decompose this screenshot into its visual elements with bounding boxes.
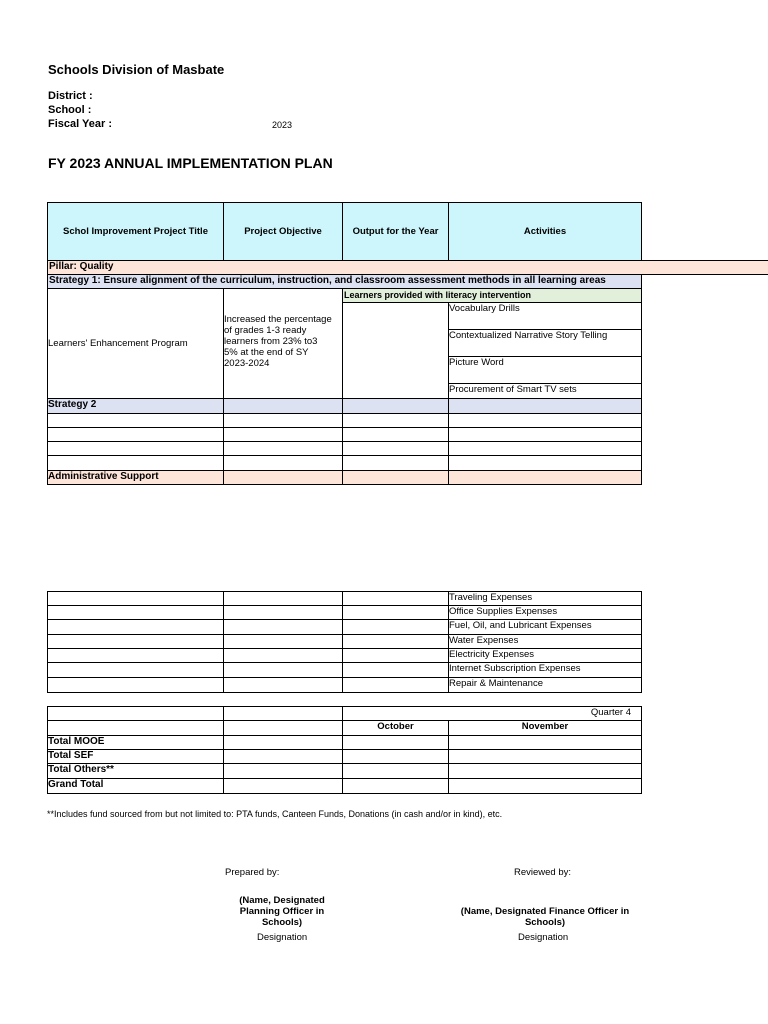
totals-cell — [342, 763, 449, 779]
objective-line: learners from 23% to3 — [224, 336, 318, 347]
project-title-cell — [47, 288, 224, 399]
admin-cell — [448, 470, 642, 485]
blank-cell — [223, 427, 343, 442]
expense-blank — [47, 648, 224, 663]
expense-label: Repair & Maintenance — [449, 678, 543, 689]
expense-blank — [47, 677, 224, 693]
blank-cell — [223, 413, 343, 428]
admin-cell — [342, 470, 449, 485]
strategy-1-row: Strategy 1: Ensure alignment of the curriculum, instruction, and classroom assessment methods in all learning areas — [47, 274, 642, 289]
totals-cell — [342, 735, 449, 750]
strategy-2-cell — [448, 398, 642, 414]
prepared-name-line: Planning Officer in — [239, 906, 325, 917]
totals-cell — [223, 735, 343, 750]
totals-cell — [448, 763, 642, 779]
objective-cell — [223, 288, 343, 399]
totals-cell — [448, 735, 642, 750]
division-title: Schools Division of Masbate — [48, 62, 225, 77]
col-header-project-title: Schol Improvement Project Title — [47, 202, 224, 261]
objective-line: 5% at the end of SY — [224, 347, 309, 358]
expense-blank — [223, 619, 343, 635]
expense-blank — [223, 634, 343, 649]
blank-cell — [342, 441, 449, 456]
output-band: Learners provided with literacy intervention — [342, 288, 642, 303]
blank-cell — [342, 413, 449, 428]
totals-cell — [342, 778, 449, 794]
expense-blank — [342, 619, 449, 635]
totals-cell — [223, 778, 343, 794]
expense-blank — [223, 662, 343, 678]
expense-item — [448, 619, 642, 635]
blank-cell — [448, 427, 642, 442]
expense-blank — [342, 662, 449, 678]
objective-line: Increased the percentage — [224, 314, 332, 325]
totals-cell — [223, 763, 343, 779]
totals-cell — [448, 778, 642, 794]
quarter-header: Quarter 4 — [342, 706, 642, 721]
blank-cell — [448, 455, 642, 471]
total-mooe-label: Total MOOE — [47, 735, 224, 750]
expense-blank — [47, 605, 224, 620]
footnote: **Includes fund sourced from but not limited to: PTA funds, Canteen Funds, Donations (in cash and/or in kind), etc. — [47, 809, 503, 819]
month-october: October — [342, 720, 449, 736]
expense-label: Water Expenses — [449, 635, 519, 646]
blank-cell — [47, 455, 224, 471]
totals-blank — [223, 720, 343, 736]
col-header-activities: Activities — [448, 202, 642, 261]
activity-cell — [448, 383, 642, 399]
expense-blank — [47, 634, 224, 649]
expense-blank — [342, 634, 449, 649]
project-title: Learners' Enhancement Program — [48, 338, 188, 349]
prepared-by-name — [222, 895, 342, 928]
total-others-label: Total Others** — [47, 763, 224, 779]
reviewed-name-line: (Name, Designated Finance Officer in — [460, 906, 630, 917]
totals-cell — [342, 749, 449, 764]
blank-cell — [47, 427, 224, 442]
activity-text: Procurement of Smart TV sets — [449, 384, 577, 395]
col-header-objective: Project Objective — [223, 202, 343, 261]
grand-total-label: Grand Total — [47, 778, 224, 794]
expense-item — [448, 605, 642, 620]
strategy-2-cell — [223, 398, 343, 414]
totals-blank — [47, 720, 224, 736]
blank-cell — [448, 413, 642, 428]
expense-label: Internet Subscription Expenses — [449, 663, 581, 674]
prepared-designation: Designation — [257, 932, 308, 943]
total-sef-label: Total SEF — [47, 749, 224, 764]
expense-item — [448, 634, 642, 649]
totals-cell — [223, 749, 343, 764]
expense-blank — [47, 619, 224, 635]
blank-cell — [47, 441, 224, 456]
prepared-name-line: Schools) — [261, 917, 303, 928]
pillar-row: Pillar: Quality — [47, 260, 768, 275]
expense-blank — [223, 648, 343, 663]
totals-blank — [47, 706, 224, 721]
blank-cell — [223, 455, 343, 471]
expense-blank — [342, 605, 449, 620]
expense-blank — [223, 591, 343, 606]
expense-item — [448, 662, 642, 678]
activity-text: Picture Word — [449, 357, 504, 368]
prepared-by-label: Prepared by: — [225, 867, 280, 878]
totals-cell — [448, 749, 642, 764]
plan-title: FY 2023 ANNUAL IMPLEMENTATION PLAN — [48, 155, 333, 171]
school-label: School : — [48, 104, 92, 116]
activity-cell — [448, 356, 642, 384]
blank-cell — [47, 413, 224, 428]
expense-blank — [342, 591, 449, 606]
expense-blank — [47, 662, 224, 678]
month-november: November — [448, 720, 642, 736]
activity-cell — [448, 302, 642, 330]
expense-label: Fuel, Oil, and Lubricant Expenses — [449, 620, 592, 631]
blank-cell — [448, 441, 642, 456]
activity-text: Vocabulary Drills — [449, 303, 520, 314]
admin-cell — [223, 470, 343, 485]
expense-blank — [342, 677, 449, 693]
district-label: District : — [48, 90, 93, 102]
blank-cell — [223, 441, 343, 456]
objective-line: 2023-2024 — [224, 358, 270, 369]
expense-label: Traveling Expenses — [449, 592, 533, 603]
reviewed-designation: Designation — [518, 932, 569, 943]
expense-blank — [47, 591, 224, 606]
reviewed-by-name — [448, 906, 642, 928]
admin-support-label: Administrative Support — [47, 470, 224, 485]
expense-blank — [223, 677, 343, 693]
expense-label: Office Supplies Expenses — [449, 606, 558, 617]
reviewed-by-label: Reviewed by: — [514, 867, 572, 878]
fiscal-year-label: Fiscal Year : — [48, 118, 113, 130]
col-header-output: Output for the Year — [342, 202, 449, 261]
blank-cell — [342, 427, 449, 442]
strategy-2-cell — [342, 398, 449, 414]
activity-text: Contextualized Narrative Story Telling — [449, 330, 608, 341]
expense-blank — [223, 605, 343, 620]
expense-item — [448, 648, 642, 663]
fiscal-year-value: 2023 — [272, 120, 293, 130]
expense-item — [448, 591, 642, 606]
expense-blank — [342, 648, 449, 663]
output-cell — [342, 288, 449, 399]
strategy-2-label: Strategy 2 — [47, 398, 224, 414]
reviewed-name-line: Schools) — [524, 917, 566, 928]
prepared-name-line: (Name, Designated — [239, 895, 325, 906]
expense-item — [448, 677, 642, 693]
blank-cell — [342, 455, 449, 471]
objective-line: of grades 1-3 ready — [224, 325, 307, 336]
activity-cell — [448, 329, 642, 357]
totals-blank — [223, 706, 343, 721]
expense-label: Electricity Expenses — [449, 649, 535, 660]
